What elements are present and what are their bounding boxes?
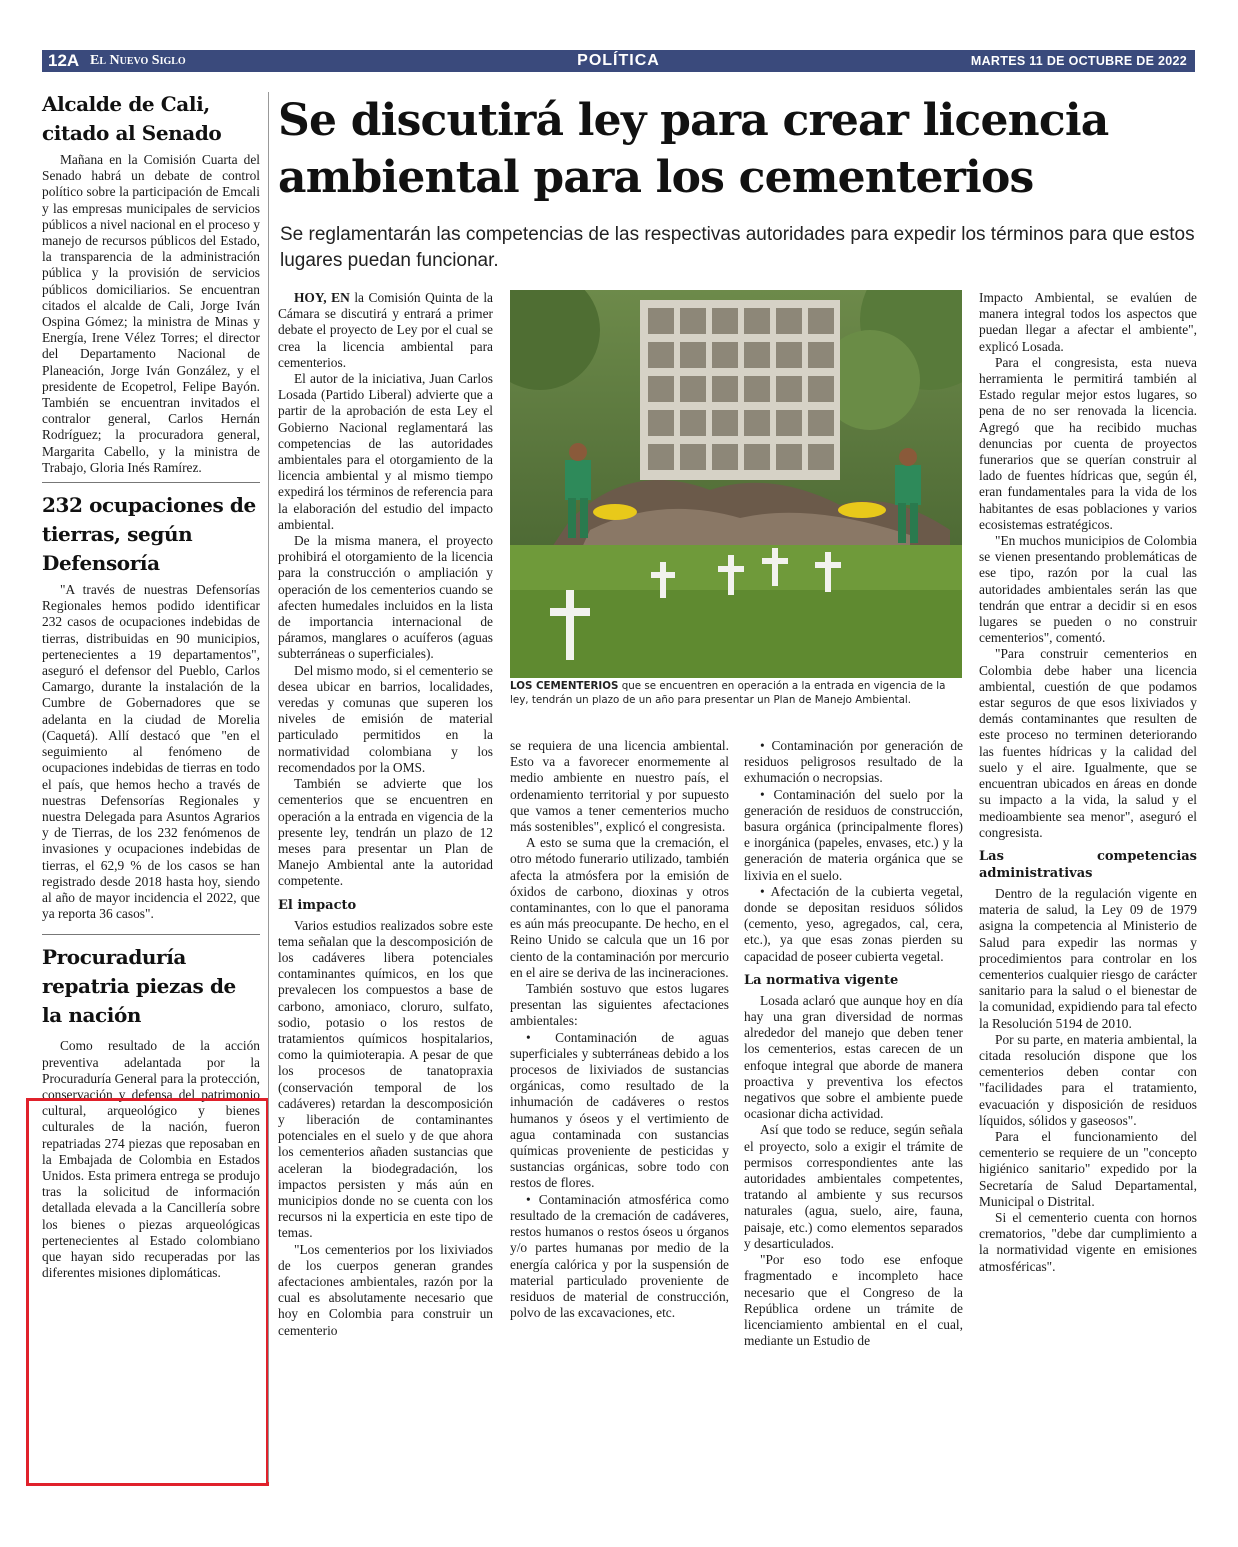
highlight-box xyxy=(26,1098,269,1486)
column-divider xyxy=(268,92,269,1482)
paragraph: • Contaminación atmosférica como resultado de la cremación de cadáveres, restos humanos o restos óseos u órganos y/o partes humanas por medio de la energía calórica y por la suspensión de material particulado proveniente de residuos de material de construcción, polvo de las excavaciones, etc. xyxy=(510,1191,729,1321)
paragraph: Para el congresista, esta nueva herramienta le permitirá también al Estado regular mejor estos lugares, so pena de no ser renovada la licencia. Agregó que ha recibido muchas denuncias por cuenta de proyectos funerarios que se querían construir al lado de fuentes hídricas que, según él, eran fundamentales para la vida de los habitantes de esas poblaciones y varios ecosistemas estratégicos. xyxy=(979,354,1197,532)
issue-date: MARTES 11 DE OCTUBRE DE 2022 xyxy=(970,54,1187,68)
paragraph: se requiera de una licencia ambiental. Esto va a favorecer enormemente al medio ambiente en nuestro país, el ordenamiento territorial y por supuesto que vamos a tener cementerios mucho más sostenibles", explicó el congresista. xyxy=(510,738,729,835)
article-headline: Se discutirá ley para crear licencia ambiental para los cementerios xyxy=(278,95,1109,203)
section-name: POLÍTICA xyxy=(577,52,660,69)
brief-body: "A través de nuestras Defensorías Regionales hemos podido identificar 232 casos de ocupaciones indebidas de tierras, distribuidas en 90 municipios, pertenecientes a 19 departamentos", aseguró el defensor del Pueblo, Carlos Camargo, durante la instalación de la Cumbre de Gobernadores que se adelanta en la ciudad de Morelia (Caquetá). Allí destacó que "en el seguimiento al fenómeno de ocupaciones indebidas de tierras en todo el país, que hemos hecho a través de nuestras Defensorías Regionales y nuestra Delegada para Asuntos Agrarios y de Tierras, de los 232 fenómenos de invasiones y ocupaciones indebidas de tierras, el 62,9 % de los casos se han registrado desde 2018 hasta hoy, siendo al año de mayor incidencia el 2022, que ya reporta 36 casos". xyxy=(42,582,260,922)
brief-title: 232 ocupaciones de tierras, según Defensoría xyxy=(42,493,256,576)
article-column-1 xyxy=(278,290,493,1339)
brief-body: Mañana en la Comisión Cuarta del Senado habrá un debate de control político sobre la participación de Emcali y las empresas municipales de servicios públicos a nivel nacional en el proceso y manejo de recursos públicos del Estado, la transparencia de la administración pública y la provisión de servicios públicos domiciliarios. Se encuentran citados el alcalde de Cali, Jorge Iván Ospina Gómez; la ministra de Minas y Energía, Irene Vélez Torres; el director del Departamento Nacional de Planeación, Jorge Iván González, y el presidente de Ecopetrol, Felipe Bayón. También se encuentran invitados el contralor general, Carlos Hernán Rodríguez; la procuradora general, Margarita Cabello, y la ministra de Trabajo, Gloria Inés Ramírez. xyxy=(42,152,260,475)
paragraph: Dentro de la regulación vigente en materia de salud, la Ley 09 de 1979 asigna la competencia al Ministerio de Salud para expedir las normas y procedimientos para controlar en los cementerios cualquier riesgo de carácter sanitario para la salud o el bienestar de la comunidad, expidiendo para tal efecto la Resolución 5194 de 2010. xyxy=(979,885,1197,1031)
subheading: La normativa vigente xyxy=(744,972,899,988)
page-number: 12A xyxy=(48,51,80,70)
paragraph: De la misma manera, el proyecto prohibirá el otorgamiento de la licencia para la construcción o ampliación y operación de los cementerios cuando se afecten humedales incluidos en la lista de importancia internacional de páramos, manglares o acuíferos (aguas subterráneas o superficiales). xyxy=(278,533,493,662)
paragraph: "En muchos municipios de Colombia se vienen presentando problemáticas de ese tipo, razón por la cual las autoridades ambientales serán las que tendrán que entrar a decidir si en esos lugares se pueden o no construir cementerios", comentó. xyxy=(979,533,1197,646)
paragraph: Varios estudios realizados sobre este tema señalan que la descomposición de los cadáveres libera potenciales contaminantes químicos, en los que prevalecen los compuestos a base de carbono, amoniaco, cloruro, sulfato, sodio, potasio o los restos de tratamientos químicos hospitalarios, como la quimioterapia. A pesar de que los procesos de tanatopraxia (conservación temporal de los cadáveres) retardan la descomposición y liberación de contaminantes potenciales en el suelo y de que ahora los cementerios añaden sustancias que aceleran la biodegradación, los impactos persisten y más aún en municipios donde no se cuenta con los recursos ni la experticia en este tipo de temas. xyxy=(278,917,493,1241)
subheading: El impacto xyxy=(278,897,357,913)
paragraph: Impacto Ambiental, se evalúen de manera integral todos los aspectos que puedan llegar a afectar el ambiente", explicó Losada. xyxy=(979,290,1197,354)
paragraph: Del mismo modo, si el cementerio se desea ubicar en barrios, localidades, veredas y comunas que superen los niveles de emisión de material particulado permitidos en la normatividad colombiana y los recomendados por la OMS. xyxy=(278,662,493,775)
brief-body: Como resultado de la acción preventiva adelantada por la Procuraduría General para la protección, conservación y defensa del patrimonio cultural, arqueológico y bienes culturales de la nación, fueron repatriadas 274 piezas que reposaban en la Embajada de Colombia en Estados Unidos. Esta primera entrega se produjo tras la solicitud de información detallada elevada a la Cancillería sobre los bienes o piezas arqueológicas pertenecientes al Estado colombiano que hayan sido recuperadas por las diferentes misiones diplomáticas. xyxy=(42,1038,260,1281)
paragraph: • Contaminación por generación de residuos peligrosos resultado de la exhumación o necropsias. xyxy=(744,738,963,786)
paragraph: • Afectación de la cubierta vegetal, donde se depositan residuos sólidos (cemento, yeso, agregados, cal, cera, etc.), ya que esas zonas pierden su capacidad de poseer cubierta vegetal. xyxy=(744,883,963,964)
lead-in: HOY, EN xyxy=(294,290,350,305)
paragraph xyxy=(278,290,493,371)
paragraph: A esto se suma que la cremación, el otro método funerario utilizado, también afecta la atmósfera por la emisión de óxidos de carbono, dioxinas y otros contaminantes, con lo que el panorama es aún más preocupante. De hecho, en el Reino Unido se calcula que un 16 por ciento de la contaminación por mercurio en el aire se deriva de las incineraciones. xyxy=(510,835,729,980)
paragraph: También se advierte que los cementerios que se encuentren en operación a la entrada en vigencia de la presente ley, tendrán un plazo de 12 meses para presentar un Plan de Manejo Ambiental ante la autoridad competente. xyxy=(278,776,493,889)
newspaper-name: El Nuevo Siglo xyxy=(90,53,186,68)
paragraph: El autor de la iniciativa, Juan Carlos Losada (Partido Liberal) advierte que a partir de la aprobación de esta Ley el Gobierno Nacional reglamentará las competencias de las autoridades ambientales para el otorgamiento de la licencia ambiental y al mismo tiempo expedirá los términos de referencia para la elaboración del estudio del impacto ambiental. xyxy=(278,371,493,532)
subheading: Las competencias administrativas xyxy=(979,848,1197,881)
brief-title: Alcalde de Cali, citado al Senado xyxy=(42,92,222,145)
paragraph: Losada aclaró que aunque hoy en día hay una gran diversidad de normas alrededor del manejo que deben tener los cementerios, estas carecen de un enfoque integral que aborde de manera proactiva y preventiva los efectos negativos que sobre el ambiente puede ocasionar dicha actividad. xyxy=(744,992,963,1122)
paragraph: Para el funcionamiento del cementerio se requiere de un "concepto higiénico sanitario" expedido por la Secretaría de Salud Departamental, Municipal o Distrital. xyxy=(979,1128,1197,1209)
paragraph: Si el cementerio cuenta con hornos crematorios, "debe dar cumplimiento a la normatividad vigente en emisiones atmosféricas". xyxy=(979,1209,1197,1274)
cemetery-photo xyxy=(510,290,962,678)
divider xyxy=(42,934,260,935)
paragraph: También sostuvo que estos lugares presentan las siguientes afectaciones ambientales: xyxy=(510,981,729,1029)
article-column-3 xyxy=(744,738,963,1349)
paragraph: "Los cementerios por los lixiviados de los cuerpos generan grandes afectaciones ambientales, razón por la cual es absolutamente necesario que hoy en Colombia para construir un cementerio xyxy=(278,1241,493,1338)
photo-caption xyxy=(510,680,962,707)
article-column-2 xyxy=(510,738,729,1321)
paragraph: • Contaminación del suelo por la generación de residuos de construcción, basura orgánica (principalmente flores) e inorgánica (papeles, envases, etc.) y la generación de materia orgánica que se lixivia en el suelo. xyxy=(744,786,963,883)
divider xyxy=(42,482,260,483)
paragraph: Por su parte, en materia ambiental, la citada resolución dispone que los cementerios deben contar con "facilidades para el tratamiento, evacuación y disposición de residuos líquidos, sólidos y gaseosos". xyxy=(979,1031,1197,1128)
caption-text: que se encuentren en operación a la entrada en vigencia de la ley, tendrán un plazo de un año para presentar un Plan de Manejo Ambiental. xyxy=(510,680,946,706)
paragraph-text: la Comisión Quinta de la Cámara se discutirá y entrará a primer debate el proyecto de Ley por el cual se crea la licencia ambiental para cementerios. xyxy=(278,290,493,370)
paragraph: "Por eso todo ese enfoque fragmentado e incompleto hace necesario que el Congreso de la República ordene un trámite de licenciamiento ambiental en el cual, mediante un Estudio de xyxy=(744,1252,963,1349)
brief-title: Procuraduría repatria piezas de la nación xyxy=(42,945,236,1028)
paragraph: • Contaminación de aguas superficiales y subterráneas debido a los procesos de lixiviados de sustancias orgánicas, como resultado de la inhumación de cadáveres o restos humanos y óseos y el vertimiento de agua contaminada con sustancias químicas proveniente de pesticidas y sustancias orgánicas, sobre todo con restos de flores. xyxy=(510,1029,729,1191)
cemetery-photo-illustration xyxy=(510,290,962,678)
article-subhead: Se reglamentarán las competencias de las respectivas autoridades para expedir los términos para que estos lugares puedan funcionar. xyxy=(280,224,1195,271)
masthead-bar xyxy=(42,50,1195,72)
paragraph: Así que todo se reduce, según señala el proyecto, solo a exigir el trámite de permisos correspondientes ante las autoridades ambientales competentes, tratando al ambiente y sus recursos naturales (agua, suelo, aire, fauna, paisaje, etc.) como elementos separados y desarticulados. xyxy=(744,1122,963,1251)
caption-lead: LOS CEMENTERIOS xyxy=(510,680,619,692)
article-column-4 xyxy=(979,290,1197,1275)
paragraph: "Para construir cementerios en Colombia debe haber una licencia ambiental, cuestión de que podamos estar seguros de que esos lixiviados y demás contaminantes que resulten de este proceso no terminen deteriorando las fuentes hídricas y la calidad del suelo y el aire. Igualmente, que se encuentran ubicados en áreas en donde su impacto a la vida, la salud y el medioambiente sea menor", aseguró el congresista. xyxy=(979,646,1197,840)
